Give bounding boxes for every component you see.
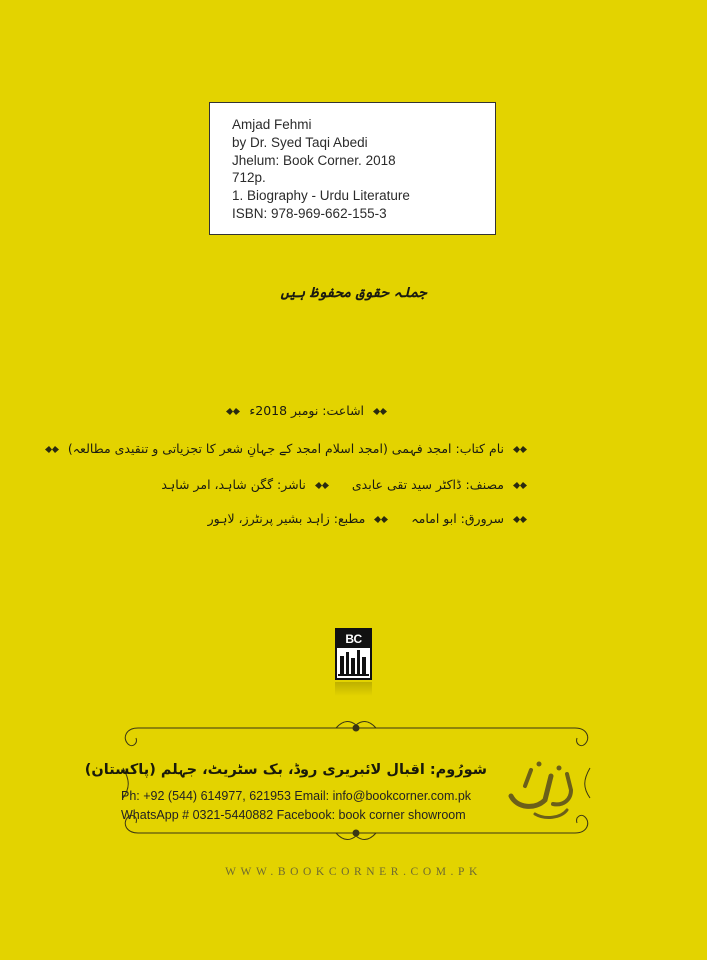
cip-data-box [209, 102, 496, 235]
cip-isbn: ISBN: 978-969-662-155-3 [232, 205, 387, 221]
ornament-icon [314, 481, 330, 490]
ornament-icon [512, 481, 528, 490]
book-corner-urdu-logo [505, 756, 577, 826]
author-name: مصنف: ڈاکٹر سید تقی عابدی [351, 477, 505, 492]
cip-title: Amjad Fehmi [232, 117, 312, 132]
book-corner-logo [335, 628, 372, 680]
logo-letters: BC [337, 630, 370, 648]
phone-email: Ph: +92 (544) 614977, 621953 Email: info@bookcorner.com.pk [121, 789, 472, 803]
cover-designer: سرورق: ابو امامہ [411, 511, 505, 526]
whatsapp-facebook: WhatsApp # 0321-5440882 Facebook: book corner showroom [121, 808, 466, 822]
cip-subject: 1. Biography - Urdu Literature [232, 188, 410, 204]
ornament-icon [225, 407, 241, 416]
ornament-icon [372, 407, 388, 416]
cip-publisher: Jhelum: Book Corner. 2018 [232, 152, 396, 168]
ornament-icon [373, 515, 389, 524]
ornament-icon [512, 515, 528, 524]
cover-printer-line [208, 511, 532, 526]
publication-line [221, 403, 392, 418]
cip-pages: 712p. [232, 170, 266, 186]
all-rights-reserved: جملہ حقوق محفوظ ہیں [280, 285, 427, 301]
logo-reflection [335, 682, 372, 696]
printer-name: مطبع: زاہد بشیر پرنٹرز، لاہور [207, 511, 366, 526]
ornament-icon [44, 445, 60, 454]
publisher-name: ناشر: گگن شاہد، امر شاہد [161, 477, 306, 492]
book-name: نام کتاب: امجد فہمی (امجد اسلام امجد کے جہانِ شعر کا تجزیاتی و تنقیدی مطالعہ) [67, 441, 505, 456]
website-url[interactable]: WWW.BOOKCORNER.COM.PK [225, 866, 482, 878]
showroom-address: شورُوم: اقبال لائبریری روڈ، بک سٹریٹ، جہلم (پاکستان) [84, 762, 487, 778]
bookshelf-icon [337, 648, 370, 676]
cip-author: by Dr. Syed Taqi Abedi [232, 134, 368, 150]
ornament-icon [512, 445, 528, 454]
publication-date: اشاعت: نومبر 2018ء [249, 403, 365, 418]
author-publisher-line [161, 477, 532, 492]
book-name-line [40, 441, 532, 456]
